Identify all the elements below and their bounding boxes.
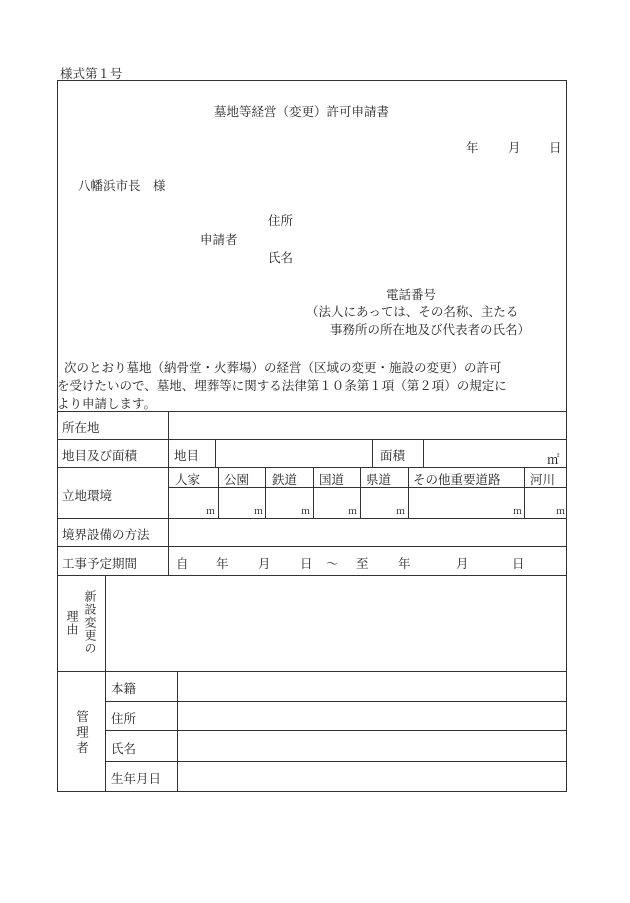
manager-domicile-label: 本籍 [111,681,137,696]
period-year-1: 年 [216,556,229,571]
land-category-value[interactable] [218,442,368,464]
table-line [372,439,373,467]
table-line [57,546,567,547]
table-line [177,671,178,792]
body-text-line-2: を受けたいので、墓地、埋葬等に関する法律第１０条第１項（第２項）の規定に [57,378,507,393]
construction-period-label: 工事予定期間 [62,556,138,571]
corporate-note-1: （法人にあっては、その名称、主たる [306,304,519,319]
form-number: 様式第１号 [60,66,123,81]
table-line [360,467,361,518]
manager-name-value[interactable] [180,734,562,758]
area-unit: ㎡ [547,452,560,467]
period-tilde: ～ [326,556,339,571]
date-day: 日 [549,140,562,155]
corporate-note-2: 事務所の所在地及び代表者の氏名） [330,322,531,337]
address-label: 住所 [268,213,294,228]
env-header-prefectural-road: 県道 [366,472,392,487]
area-value[interactable] [426,442,546,464]
boundary-method-label: 境界設備の方法 [62,527,150,542]
period-day-1: 日 [300,556,313,571]
manager-name-label: 氏名 [111,741,137,756]
manager-label: 管理者 [74,710,90,757]
env-header-river: 河川 [530,472,556,487]
phone-label: 電話番号 [386,287,437,302]
manager-birthdate-label: 生年月日 [111,771,162,786]
table-line [57,467,567,468]
table-line [168,411,169,575]
reason-sub-label: 新設変更の [83,590,97,655]
area-label: 面積 [380,448,406,463]
table-line [313,467,314,518]
land-category-label: 地目 [174,448,200,463]
period-day-2: 日 [512,556,525,571]
land-category-area-label: 地目及び面積 [62,448,138,463]
body-text-line-3: より申請します。 [57,396,157,411]
reason-label: 理由 [65,610,79,636]
table-line [105,761,567,762]
table-line [215,439,216,467]
distance-unit: ｍ [254,507,264,517]
manager-birthdate-value[interactable] [180,764,562,788]
location-label: 所在地 [62,420,100,435]
table-line [57,439,567,440]
distance-unit: ｍ [513,507,523,517]
env-header-houses: 人家 [175,472,201,487]
table-line [265,467,266,518]
table-line [57,518,567,519]
table-line [105,701,567,702]
table-line [423,439,424,467]
manager-address-label: 住所 [111,711,137,726]
distance-unit: ｍ [396,507,406,517]
table-line [57,671,567,672]
distance-unit: ｍ [301,507,311,517]
addressee: 八幡浜市長 様 [78,178,166,193]
environment-label: 立地環境 [62,488,113,503]
table-line [524,467,525,518]
location-value[interactable] [172,414,562,436]
manager-address-value[interactable] [180,704,562,728]
form-title: 墓地等経営（変更）許可申請書 [214,104,390,119]
distance-unit: ｍ [206,507,216,517]
distance-unit: ｍ [348,507,358,517]
env-header-park: 公園 [224,472,250,487]
period-month-1: 月 [258,556,271,571]
applicant-label: 申請者 [200,232,238,247]
manager-domicile-value[interactable] [180,674,562,698]
table-line [57,575,567,576]
name-label: 氏名 [268,250,294,265]
table-line [57,411,567,412]
date-year: 年 [466,140,479,155]
table-line [105,575,106,792]
period-from: 自 [176,556,189,571]
period-month-2: 月 [456,556,469,571]
body-text-line-1: 次のとおり墓地（納骨堂・火葬場）の経営（区域の変更・施設の変更）の許可 [64,360,502,375]
table-line [218,467,219,518]
reason-value[interactable] [108,578,562,668]
period-to: 至 [356,556,369,571]
env-header-other-roads: その他重要道路 [413,472,501,487]
date-month: 月 [508,140,521,155]
boundary-method-value[interactable] [172,521,562,543]
env-header-railway: 鉄道 [272,472,298,487]
table-line [408,467,409,518]
table-line [105,730,567,731]
period-year-2: 年 [398,556,411,571]
distance-unit: ｍ [556,507,566,517]
env-header-national-road: 国道 [319,472,345,487]
